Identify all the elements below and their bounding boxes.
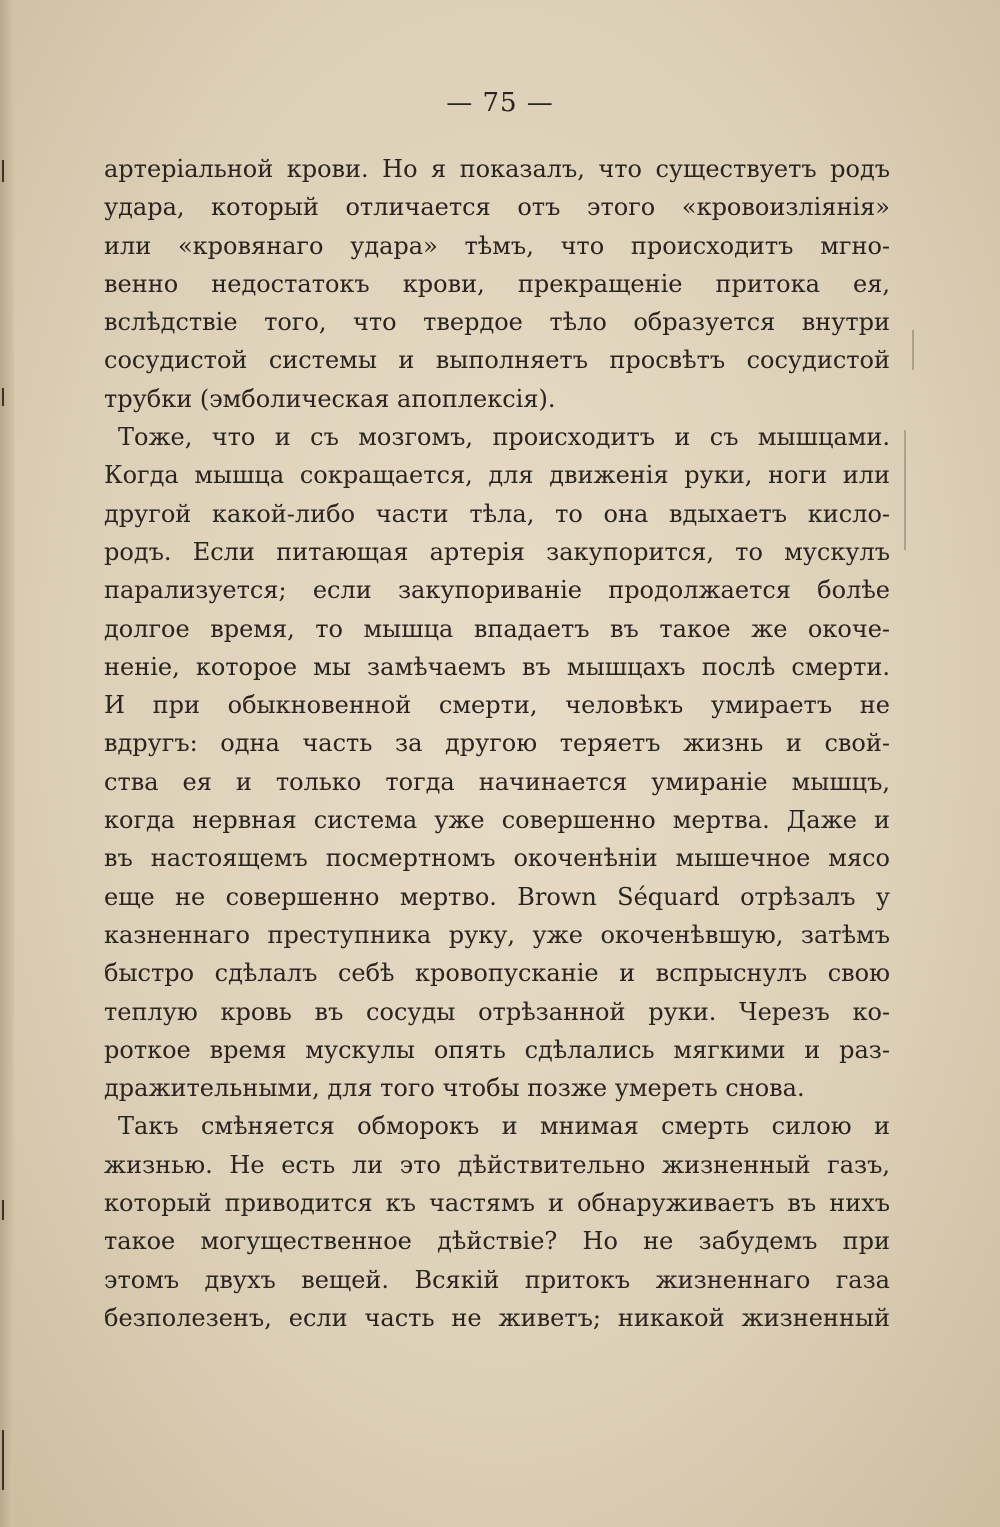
text-line: венно недостатокъ крови, прекращеніе притока ея, [104,269,890,298]
text-line: такое могущественное дѣйствіе? Но не забудемъ при [104,1227,890,1256]
right-margin-mark [904,430,906,550]
text-line: ства ея и только тогда начинается умираніе мышцъ, [104,767,890,796]
text-line: трубки (эмболическая апоплексія). [104,384,556,413]
text-line: вслѣдствіе того, что твердое тѣло образуется внутри [104,308,890,337]
edge-mark [2,388,4,406]
text-line: вдругъ: одна часть за другою теряетъ жизнь и свой- [104,729,890,758]
text-line: въ настоящемъ посмертномъ окоченѣніи мышечное мясо [104,844,890,873]
text-line: который приводится къ частямъ и обнаруживаетъ въ нихъ [104,1189,890,1218]
body-text [104,150,890,1337]
text-line: теплую кровь въ сосуды отрѣзанной руки. Черезъ ко- [104,997,890,1026]
page-gutter [0,0,14,1527]
text-line: казненнаго преступника руку, уже окоченѣвшую, затѣмъ [104,920,890,949]
paragraph-start-line: Тоже, что и съ мозгомъ, происходитъ и съ мышцами. [118,423,890,452]
text-line: или «кровянаго удара» тѣмъ, что происходитъ мгно- [104,231,890,260]
text-line: когда нервная система уже совершенно мертва. Даже и [104,806,890,835]
text-line: еще не совершенно мертво. Brown Séquard отрѣзалъ у [104,882,890,911]
text-line: дражительными, для того чтобы позже умереть снова. [104,1074,805,1103]
edge-mark [2,160,4,182]
page-number: — 75 — [446,88,554,118]
text-line: родъ. Если питающая артерія закупорится, то мускулъ [104,537,890,566]
text-line: быстро сдѣлалъ себѣ кровопусканіе и вспрыснулъ свою [104,959,890,988]
text-line: артеріальной крови. Но я показалъ, что существуетъ родъ [104,155,890,183]
text-line: удара, который отличается отъ этого «кровоизліянія» [104,193,890,222]
text-line: безполезенъ, если часть не живетъ; никакой жизненный [104,1303,890,1332]
text-line: сосудистой системы и выполняетъ просвѣтъ сосудистой [104,346,890,375]
right-margin-mark [912,330,914,370]
text-line: И при обыкновенной смерти, человѣкъ умираетъ не [104,691,890,720]
text-line: долгое время, то мышца впадаетъ въ такое же окоче- [104,614,890,643]
edge-mark [2,1200,4,1220]
text-line: Когда мышца сокращается, для движенія руки, ноги или [104,461,890,490]
text-line: этомъ двухъ вещей. Всякій притокъ жизненнаго газа [104,1265,890,1294]
text-line: жизнью. Не есть ли это дѣйствительно жизненный газъ, [104,1150,890,1179]
text-line: парализуется; если закупориваніе продолжается болѣе [104,576,890,605]
text-line: другой какой-либо части тѣла, то она вдыхаетъ кисло- [104,499,890,528]
text-line: роткое время мускулы опять сдѣлались мягкими и раз- [104,1035,890,1064]
text-line: неніе, которое мы замѣчаемъ въ мышцахъ послѣ смерти. [104,652,890,681]
edge-mark [2,1430,4,1490]
paragraph-start-line: Такъ смѣняется обморокъ и мнимая смерть силою и [118,1112,890,1141]
